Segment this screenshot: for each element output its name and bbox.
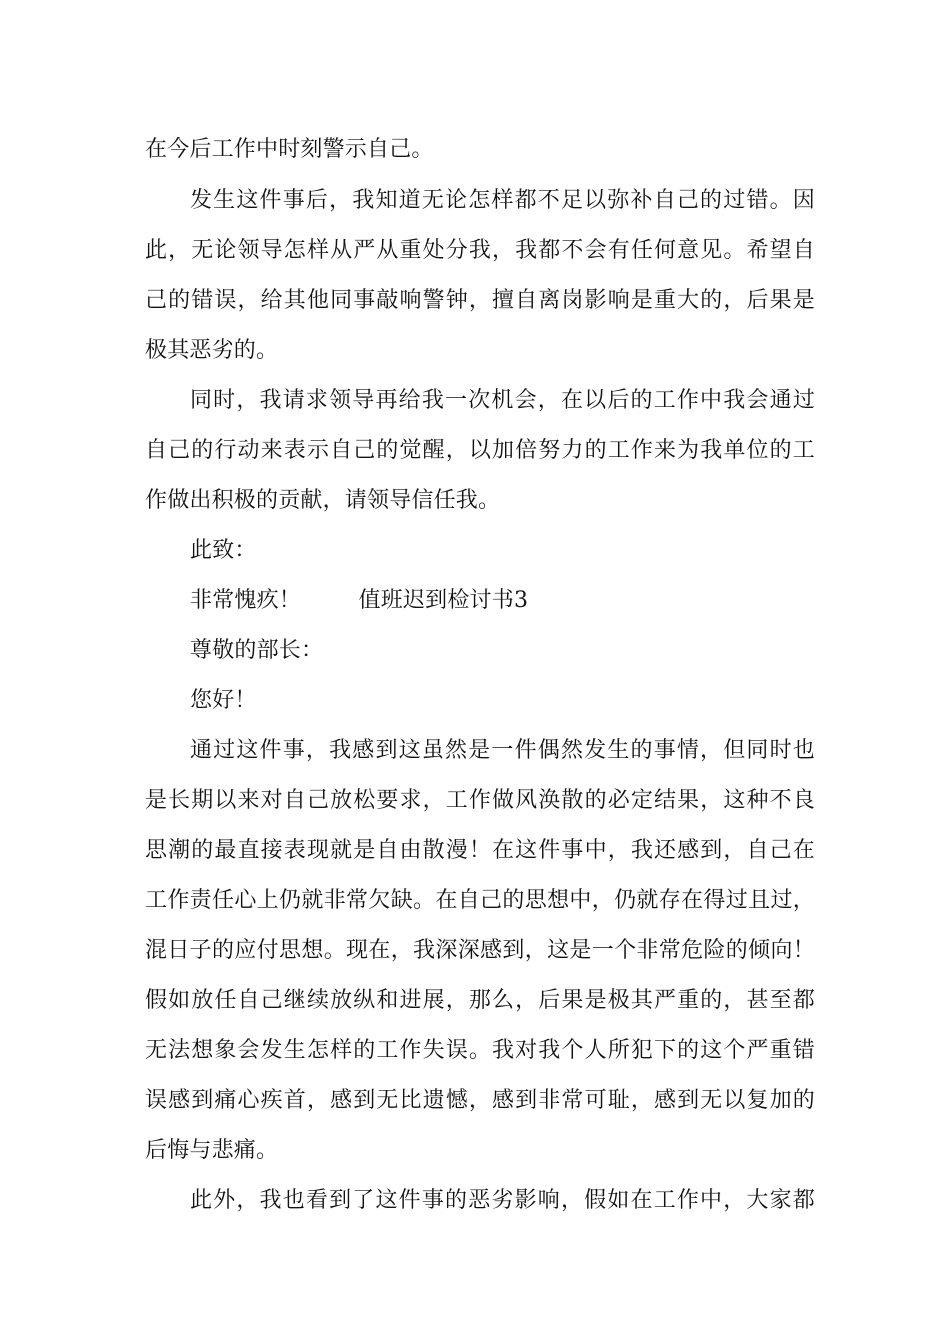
text-line: 思潮的最直接表现就是自由散漫！在这件事中，我还感到，自己在 (145, 838, 815, 863)
text-line: 是长期以来对自己放松要求，工作做风涣散的必定结果，这种不良 (145, 788, 815, 813)
text-line: 发生这件事后，我知道无论怎样都不足以弥补自己的过错。因 (190, 188, 815, 213)
text-line: 极其恶劣的。 (145, 338, 279, 363)
text-line: 工作责任心上仍就非常欠缺。在自己的思想中，仍就存在得过且过， (145, 888, 815, 913)
text-line: 在今后工作中时刻警示自己。 (145, 137, 434, 162)
text-line: 通过这件事，我感到这虽然是一件偶然发生的事情，但同时也 (190, 738, 815, 763)
text-line: 此，无论领导怎样从严从重处分我，我都不会有任何意见。希望自 (145, 238, 815, 263)
text-line: 误感到痛心疾首，感到无比遗憾，感到非常可耻，感到无以复加的 (145, 1088, 815, 1113)
text-line: 混日子的应付思想。现在，我深深感到，这是一个非常危险的倾向！ (145, 938, 815, 963)
text-line: 无法想象会发生怎样的工作失误。我对我个人所犯下的这个严重错 (145, 1038, 815, 1063)
section-heading: 非常愧疚！ 值班迟到检讨书3 (190, 588, 529, 613)
text-line: 假如放任自己继续放纵和进展，那么，后果是极其严重的，甚至都 (145, 988, 815, 1013)
text-line: 己的错误，给其他同事敲响警钟，擅自离岗影响是重大的，后果是 (145, 288, 815, 313)
text-line: 后悔与悲痛。 (145, 1138, 279, 1163)
text-line: 此外，我也看到了这件事的恶劣影响，假如在工作中，大家都 (190, 1188, 815, 1213)
text-line: 作做出积极的贡献，请领导信任我。 (145, 488, 501, 513)
text-line: 自己的行动来表示自己的觉醒，以加倍努力的工作来为我单位的工 (145, 438, 815, 463)
text-line: 同时，我请求领导再给我一次机会，在以后的工作中我会通过 (190, 388, 815, 413)
salutation-closing: 此致： (190, 538, 257, 563)
greeting: 您好！ (190, 688, 257, 713)
greeting-recipient: 尊敬的部长： (190, 638, 324, 663)
